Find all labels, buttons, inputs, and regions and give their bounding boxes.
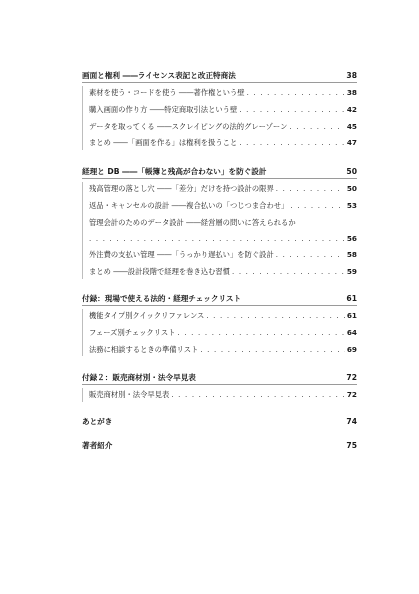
entry-title: 法務に相談するときの準備リスト [89, 344, 199, 354]
entry-continuation [89, 231, 357, 248]
entry-page-number: 58 [346, 250, 357, 260]
section-heading[interactable] [82, 293, 357, 304]
entry-title: データを取ってくる ――スクレイピングの法的グレーゾーン [89, 121, 288, 131]
entry-title: 素材を使う・コードを使う ――著作権という壁 [89, 88, 245, 97]
section-page-number: 50 [346, 167, 357, 177]
section-heading[interactable] [82, 440, 357, 451]
section-heading[interactable] [82, 416, 357, 427]
entry-page-number: 59 [346, 267, 357, 277]
entry-page-number: 56 [346, 233, 357, 243]
toc-entry[interactable] [89, 325, 357, 342]
toc-entry[interactable] [89, 198, 357, 215]
entry-title: 残高管理の落とし穴 ――「差分」だけを持つ設計の限界 [89, 184, 274, 194]
dot-leader [206, 309, 345, 325]
toc-entry[interactable] [89, 264, 357, 281]
section-page-number: 38 [346, 71, 357, 80]
dot-leader [239, 103, 345, 119]
dot-leader [177, 326, 344, 342]
entry-list [82, 387, 357, 404]
entry-list [82, 181, 357, 281]
section-divider [82, 178, 357, 179]
entry-title: まとめ ――「画面を作る」は権利を扱うこと [89, 138, 238, 148]
toc-entry[interactable] [89, 135, 357, 152]
dot-leader [276, 182, 345, 198]
section-heading[interactable] [82, 372, 357, 383]
entry-title: フェーズ別チェックリスト [89, 327, 176, 337]
dot-leader [200, 343, 345, 359]
entry-page-number: 64 [346, 327, 357, 337]
toc-entry[interactable] [89, 247, 357, 264]
section-heading[interactable] [82, 166, 357, 177]
entry-list [82, 85, 357, 152]
toc-entry[interactable] [89, 102, 357, 119]
toc-entry[interactable] [89, 308, 357, 325]
toc-entry[interactable] [89, 215, 357, 248]
dot-leader [290, 199, 345, 215]
toc-section [82, 166, 357, 281]
section-divider [82, 305, 357, 306]
section-title: 画面と権利 ――ライセンス表記と改正特商法 [82, 71, 236, 80]
entry-page-number: 50 [346, 184, 357, 194]
section-heading[interactable] [82, 70, 357, 81]
toc-section [82, 372, 357, 404]
section-divider [82, 82, 357, 83]
entry-page-number: 47 [346, 138, 357, 148]
entry-title: 外注費の支払い管理 ――「うっかり遅払い」を防ぐ設計 [89, 250, 274, 260]
dot-leader [89, 232, 345, 248]
section-title: あとがき [82, 417, 113, 427]
toc-entry[interactable] [89, 119, 357, 136]
entry-title: まとめ ――設計段階で経理を巻き込む習慣 [89, 267, 230, 277]
section-page-number: 75 [346, 441, 357, 451]
entry-page-number: 72 [346, 390, 357, 400]
dot-leader [289, 120, 344, 136]
entry-page-number: 45 [346, 121, 357, 131]
entry-title: 販売商材別・法令早見表 [89, 390, 170, 400]
toc-entry[interactable] [89, 181, 357, 198]
toc-entry[interactable] [89, 387, 357, 404]
entry-page-number: 61 [346, 310, 357, 320]
section-page-number: 61 [346, 293, 357, 303]
entry-title: 管理会計のためのデータ設計 ――経営層の問いに答えられるか [89, 217, 296, 227]
entry-title: 購入画面の作り方 ――特定商取引法という壁 [89, 104, 238, 114]
section-title: 付録２：販売商材別・法令早見表 [82, 373, 196, 383]
toc-section [82, 70, 357, 152]
entry-page-number: 69 [346, 344, 357, 354]
dot-leader [232, 265, 345, 281]
section-title: 経理と DB ――「帳簿と残高が合わない」を防ぐ設計 [82, 167, 267, 177]
entry-title: 機能タイプ別クイックリファレンス [89, 310, 205, 320]
table-of-contents [82, 70, 357, 451]
section-title: 著者紹介 [82, 441, 113, 451]
entry-page-number: 53 [346, 200, 357, 210]
entry-title: 返品・キャンセルの設計 ――複合払いの「つじつま合わせ」 [89, 200, 289, 210]
section-page-number: 72 [346, 373, 357, 383]
dot-leader [171, 388, 345, 404]
toc-section [82, 293, 357, 358]
dot-leader [247, 86, 345, 102]
toc-section [82, 440, 357, 451]
section-title: 付録：現場で使える法的・経理チェックリスト [82, 293, 242, 303]
entry-page-number: 38 [346, 88, 357, 97]
dot-leader [276, 248, 345, 264]
dot-leader [239, 136, 345, 152]
entry-page-number: 42 [346, 104, 357, 114]
section-page-number: 74 [346, 417, 357, 427]
section-divider [82, 384, 357, 385]
toc-section [82, 416, 357, 427]
toc-entry[interactable] [89, 342, 357, 359]
entry-list [82, 308, 357, 358]
toc-entry[interactable] [89, 85, 357, 102]
